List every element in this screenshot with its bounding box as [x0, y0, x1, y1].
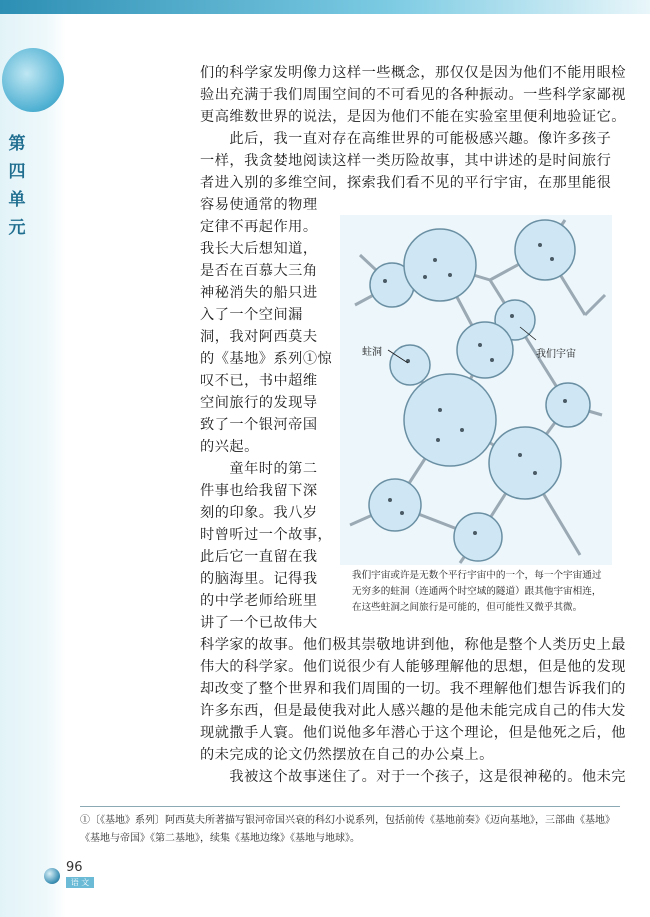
text-line: 讲了一个已故伟大: [200, 615, 318, 631]
our-universe-label: 我们宇宙: [536, 349, 576, 360]
text-line: 一样，我贪婪地阅读这样一类历险故事，其中讲述的是时间旅行: [200, 153, 612, 169]
universe-bubble: [404, 229, 476, 301]
text-line: 神秘消失的船只进: [200, 285, 318, 301]
text-line: 更高维数世界的说法，是因为他们不能在实验室里便利地验证它。: [200, 109, 626, 125]
universe-bubble: [369, 479, 421, 531]
unit-badge-icon: [2, 48, 64, 112]
text-line: 我长大后想知道，: [200, 241, 318, 257]
text-line: 时曾听过一个故事，: [200, 527, 333, 543]
text-line: 此后它一直留在我: [200, 549, 318, 565]
text-line: 定律不再起作用。: [200, 219, 318, 235]
text-line: 叹不已，书中超维: [200, 373, 318, 389]
text-line: 的未完成的论文仍然摆放在自己的办公桌上。: [200, 747, 494, 763]
footnote-line: 《基地与帝国》《第二基地》，续集《基地边缘》《基地与地球》。: [80, 833, 360, 844]
text-line: 的中学老师给班里: [200, 593, 318, 609]
text-line: 的脑海里。记得我: [200, 571, 318, 587]
universe-bubble: [454, 513, 502, 561]
text-line: 是否在百慕大三角: [200, 263, 318, 279]
text-line: 我被这个故事迷住了。对于一个孩子，这是很神秘的。他未完: [200, 769, 626, 785]
universe-bubble: [404, 374, 496, 466]
universe-bubble: [515, 220, 575, 280]
text-line: 伟大的科学家。他们说很少有人能够理解他的思想，但是他的发现: [200, 659, 626, 675]
text-line: 此后，我一直对存在高维世界的可能极感兴趣。像许多孩子: [200, 131, 612, 147]
unit-label-char: 元: [8, 218, 26, 238]
text-line: 者进入别的多维空间，探索我们看不见的平行宇宙，在那里能很: [200, 175, 612, 191]
text-line: 洞，我对阿西莫夫: [200, 329, 318, 345]
text-line: 的《基地》系列①惊: [200, 351, 333, 367]
unit-label: [6, 130, 28, 242]
text-line: 的兴起。: [200, 439, 259, 455]
universe-bubble: [390, 345, 430, 385]
text-line: 致了一个银河帝国: [200, 417, 318, 433]
universe-bubble: [457, 322, 513, 378]
text-line: 空间旅行的发现导: [200, 395, 318, 411]
text-line: 验出充满于我们周围空间的不可看见的各种振动。一些科学家鄙视: [200, 87, 626, 103]
universe-bubbles: [369, 220, 590, 561]
unit-label-char: 单: [8, 190, 26, 210]
text-line: 许多东西，但是最使我对此人感兴趣的是他未能完成自己的伟大发: [200, 703, 626, 719]
figure-caption: 我们宇宙或许是无数个平行宇宙中的一个，每一个宇宙通过无穷多的蛀洞（连通两个时空域的隧道）跟其他宇宙相连，在这些蛀洞之间旅行是可能的，但可能性又微乎其微。: [352, 570, 602, 613]
page-marker-icon: [44, 868, 60, 884]
universe-bubble: [546, 383, 590, 427]
universe-bubble: [489, 427, 561, 499]
footnote-line: ①〔《基地》系列〕阿西莫夫所著描写银河帝国兴衰的科幻小说系列，包括前传《基地前奏》《迈向基地》，三部曲《基地》: [80, 815, 615, 826]
subject-tag: 语 文: [66, 877, 94, 888]
text-line: 刻的印象。我八岁: [200, 505, 318, 521]
unit-label-char: 第: [8, 134, 26, 154]
page-number: 96: [66, 860, 83, 875]
text-line: 科学家的故事。他们极其崇敬地讲到他，称他是整个人类历史上最: [200, 637, 626, 653]
footnote: [80, 812, 620, 848]
text-line: 件事也给我留下深: [200, 483, 318, 499]
universe-bubbles-illustration: [340, 215, 612, 565]
top-color-band: [0, 0, 650, 14]
wormhole-label: 蛀洞: [362, 347, 382, 358]
parallel-universes-figure: [340, 215, 612, 565]
text-line: 们的科学家发明像力这样一些概念，那仅仅是因为他们不能用眼检: [200, 65, 626, 81]
footnote-divider: [80, 806, 620, 807]
text-line: 却改变了整个世界和我们周围的一切。我不理解他们想告诉我们的: [200, 681, 626, 697]
unit-label-char: 四: [8, 162, 26, 182]
text-line: 现就撒手人寰。他们说他多年潜心于这个理论，但是他死之后，他: [200, 725, 626, 741]
text-line: 童年时的第二: [200, 461, 318, 477]
text-line: 入了一个空间漏: [200, 307, 303, 323]
text-line: 容易使通常的物理: [200, 197, 318, 213]
